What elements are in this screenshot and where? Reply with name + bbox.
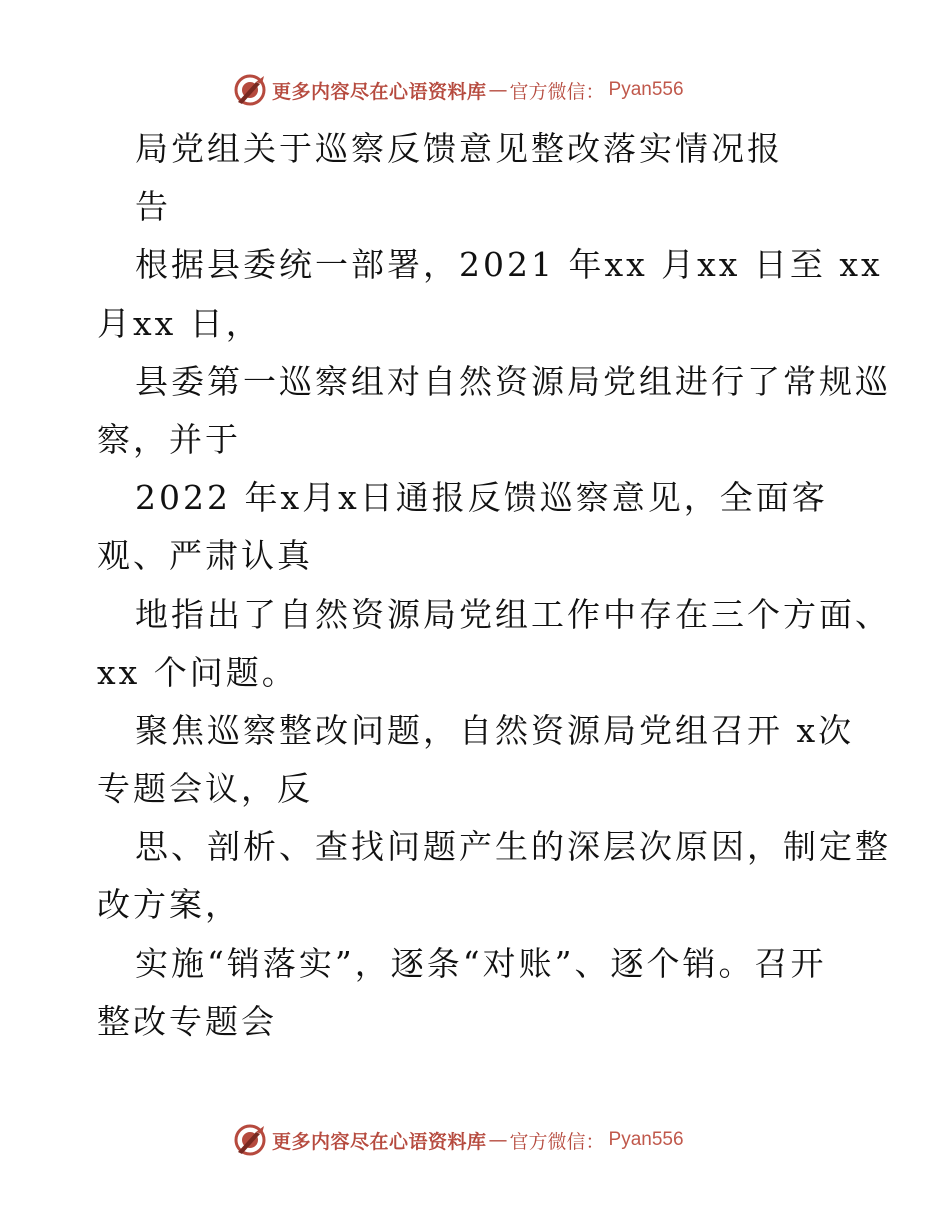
banner-wechat-id: Pyan556: [608, 1129, 684, 1150]
paragraph-line: 察，并于: [97, 419, 241, 459]
paragraph-line: 整改专题会: [97, 1001, 277, 1041]
quill-logo-icon: [232, 72, 268, 108]
title-line-1: 局党组关于巡察反馈意见整改落实情况报: [135, 129, 783, 168]
paragraph-line: 实施“销落实”，逐条“对账”、逐个销。召开: [135, 943, 827, 983]
paragraph-line: xx 个问题。: [97, 652, 298, 692]
paragraph-line: 根据县委统一部署，2021 年xx 月xx 日至 xx: [135, 245, 883, 285]
banner-wechat-label: 官方微信：: [509, 1130, 605, 1153]
banner-slogan: 更多内容尽在心语资料库: [272, 1130, 487, 1153]
document-body: [97, 120, 891, 1051]
title-line-2: 告: [135, 187, 171, 227]
quill-logo-icon: [232, 1122, 268, 1158]
paragraph-line: 2022 年x月x日通报反馈巡察意见，全面客: [135, 478, 828, 518]
footer-banner: [232, 1122, 684, 1158]
paragraph-line: 观、严肃认真: [97, 536, 313, 576]
paragraph-line: 地指出了自然资源局党组工作中存在三个方面、: [135, 594, 891, 634]
banner-separator: —: [488, 79, 508, 101]
banner-wechat-id: Pyan556: [608, 79, 684, 100]
banner-slogan: 更多内容尽在心语资料库: [272, 80, 487, 103]
paragraph-line: 改方案，: [97, 885, 241, 925]
paragraph-line: 聚焦巡察整改问题，自然资源局党组召开 x次: [135, 710, 855, 750]
paragraph-line: 专题会议，反: [97, 769, 313, 809]
paragraph-line: 思、剖析、查找问题产生的深层次原因，制定整: [135, 827, 891, 867]
banner-separator: —: [488, 1129, 508, 1151]
paragraph-line: 县委第一巡察组对自然资源局党组进行了常规巡: [135, 361, 891, 401]
paragraph-line: 月xx 日，: [97, 303, 262, 343]
header-banner: [232, 72, 684, 108]
banner-wechat-label: 官方微信：: [509, 80, 605, 103]
